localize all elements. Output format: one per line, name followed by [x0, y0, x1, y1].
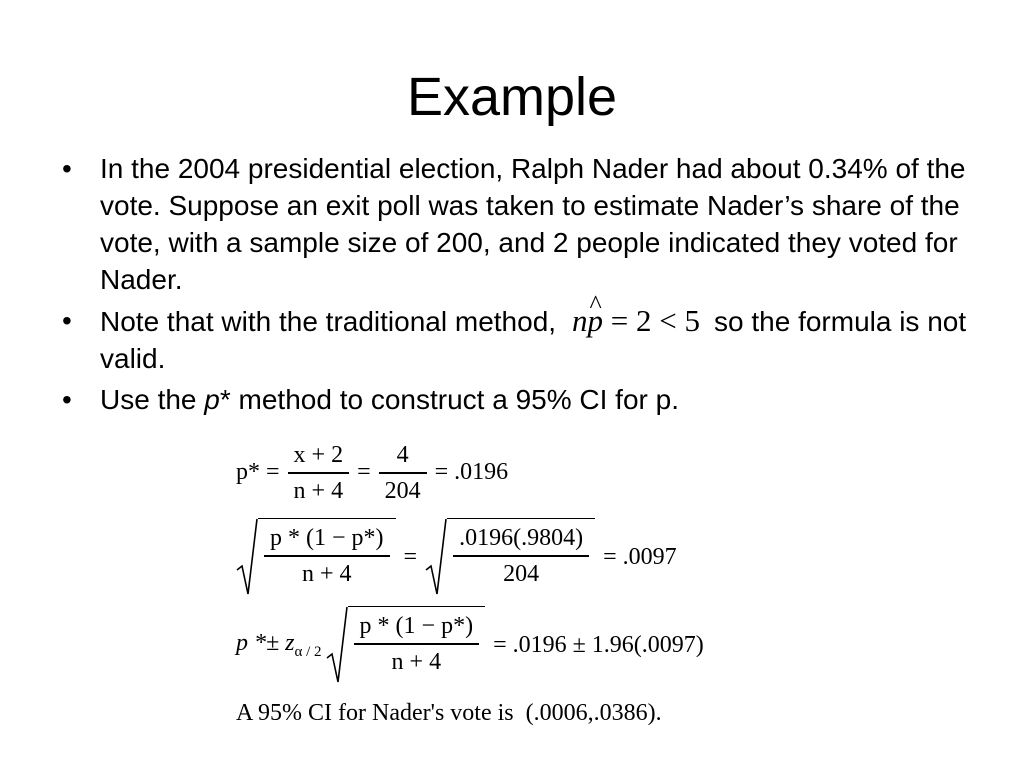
- inline-p-hat: ^ p: [588, 302, 604, 339]
- eq2-den1: n + 4: [301, 560, 352, 587]
- bullet-2-text-after: so the formula is not valid.: [100, 306, 967, 374]
- bullet-dot-icon: •: [62, 153, 72, 184]
- eq1-lhs: p* =: [236, 459, 280, 486]
- eq3-num: p * (1 − p*): [359, 613, 474, 639]
- eq1-num1: x + 2: [293, 442, 344, 468]
- eq3-result: = .0196 ± 1.96(.0097): [493, 631, 704, 658]
- bullet-list: [60, 150, 980, 422]
- eq2-result: = .0097: [603, 543, 677, 570]
- eq1-num2: 4: [396, 442, 409, 468]
- eq2-num2: .0196(.9804): [459, 525, 584, 551]
- bullet-dot-icon: •: [62, 384, 72, 415]
- eq2-fraction-2: [453, 523, 589, 589]
- bullet-1: [60, 150, 980, 298]
- eq2-sqrt-1: [236, 518, 396, 596]
- eq2-sqrt-2: [425, 518, 595, 596]
- eq3-sqrt: [326, 606, 486, 684]
- eq3-fraction: [354, 611, 480, 677]
- eq1-den2: 204: [384, 477, 421, 504]
- bullet-2: [60, 302, 980, 377]
- eq2-radicand-2: [447, 518, 595, 596]
- bullet-dot-icon: •: [62, 305, 72, 336]
- eq1-result: = .0196: [434, 459, 509, 486]
- eq3-lhs: p *± z: [236, 629, 295, 656]
- radical-sign-icon: [236, 518, 258, 596]
- equation-1: [236, 440, 508, 506]
- bullet-3-p: p: [204, 384, 220, 415]
- eq2-fraction-1: [264, 523, 390, 589]
- inline-formula: [572, 303, 700, 338]
- eq1-den1: n + 4: [293, 477, 344, 504]
- eq2-den2: 204: [503, 560, 540, 587]
- bullet-3-text-b: * method to construct a 95% CI for p.: [219, 384, 679, 415]
- bullet-1-text: In the 2004 presidential election, Ralph Nader had about 0.34% of the vote. Suppose an exit poll was taken to estimate Nader’s share of the vote, with a sample size of 200, and 2 people indicated they voted for Nader.: [100, 153, 966, 295]
- slide-title: Example: [406, 67, 618, 127]
- eq3-radicand: [348, 606, 486, 684]
- eq2-num1: p * (1 − p*): [270, 525, 384, 551]
- eq3-lhs-group: [236, 630, 322, 661]
- bullet-3: [60, 381, 980, 418]
- inline-n: n: [572, 303, 588, 338]
- eq1-fraction-1: [288, 440, 350, 506]
- conclusion-text: A 95% CI for Nader's vote is (.0006,.0386).: [236, 700, 662, 726]
- eq1-fraction-2: [379, 440, 427, 506]
- eq2-equals: =: [403, 543, 418, 570]
- eq1-equals: =: [357, 459, 371, 486]
- radical-sign-icon: [425, 518, 447, 596]
- bullet-3-text-a: Use the: [100, 384, 205, 415]
- equation-2: [236, 518, 677, 596]
- bullet-2-text-before: Note that with the traditional method,: [100, 306, 557, 337]
- equation-3: [236, 606, 704, 684]
- inline-relation: = 2 < 5: [610, 303, 701, 338]
- eq3-subscript: α / 2: [294, 643, 322, 660]
- eq2-radicand-1: [258, 518, 396, 596]
- eq3-den: n + 4: [391, 648, 442, 675]
- radical-sign-icon: [326, 606, 348, 684]
